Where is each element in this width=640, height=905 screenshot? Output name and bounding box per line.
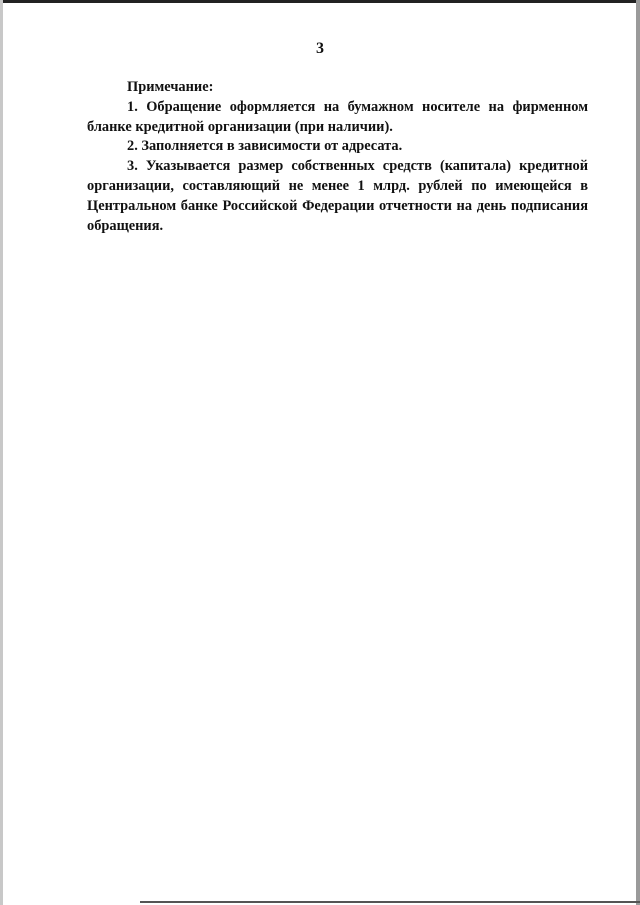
note-item-2: 2. Заполняется в зависимости от адресата. xyxy=(127,138,403,155)
note-item-3: 3. Указывается размер собственных средств (капитала) кредитной организации, составляющий не менее 1 млрд. рублей по имеющейся в Центральном банке Российской Федерации отчетности на день подписания обращения. xyxy=(87,158,588,234)
note-title: Примечание: xyxy=(127,79,214,95)
scan-edge-right xyxy=(636,0,640,905)
page-number: 3 xyxy=(316,40,324,57)
scan-edge-bottom xyxy=(140,901,640,903)
note-item-1: 1. Обращение оформляется на бумажном носителе на фирменном бланке кредитной организации (при наличии). xyxy=(87,98,588,135)
scan-edge-left xyxy=(0,0,3,905)
note-section xyxy=(87,78,588,236)
scan-edge-top xyxy=(0,0,640,3)
